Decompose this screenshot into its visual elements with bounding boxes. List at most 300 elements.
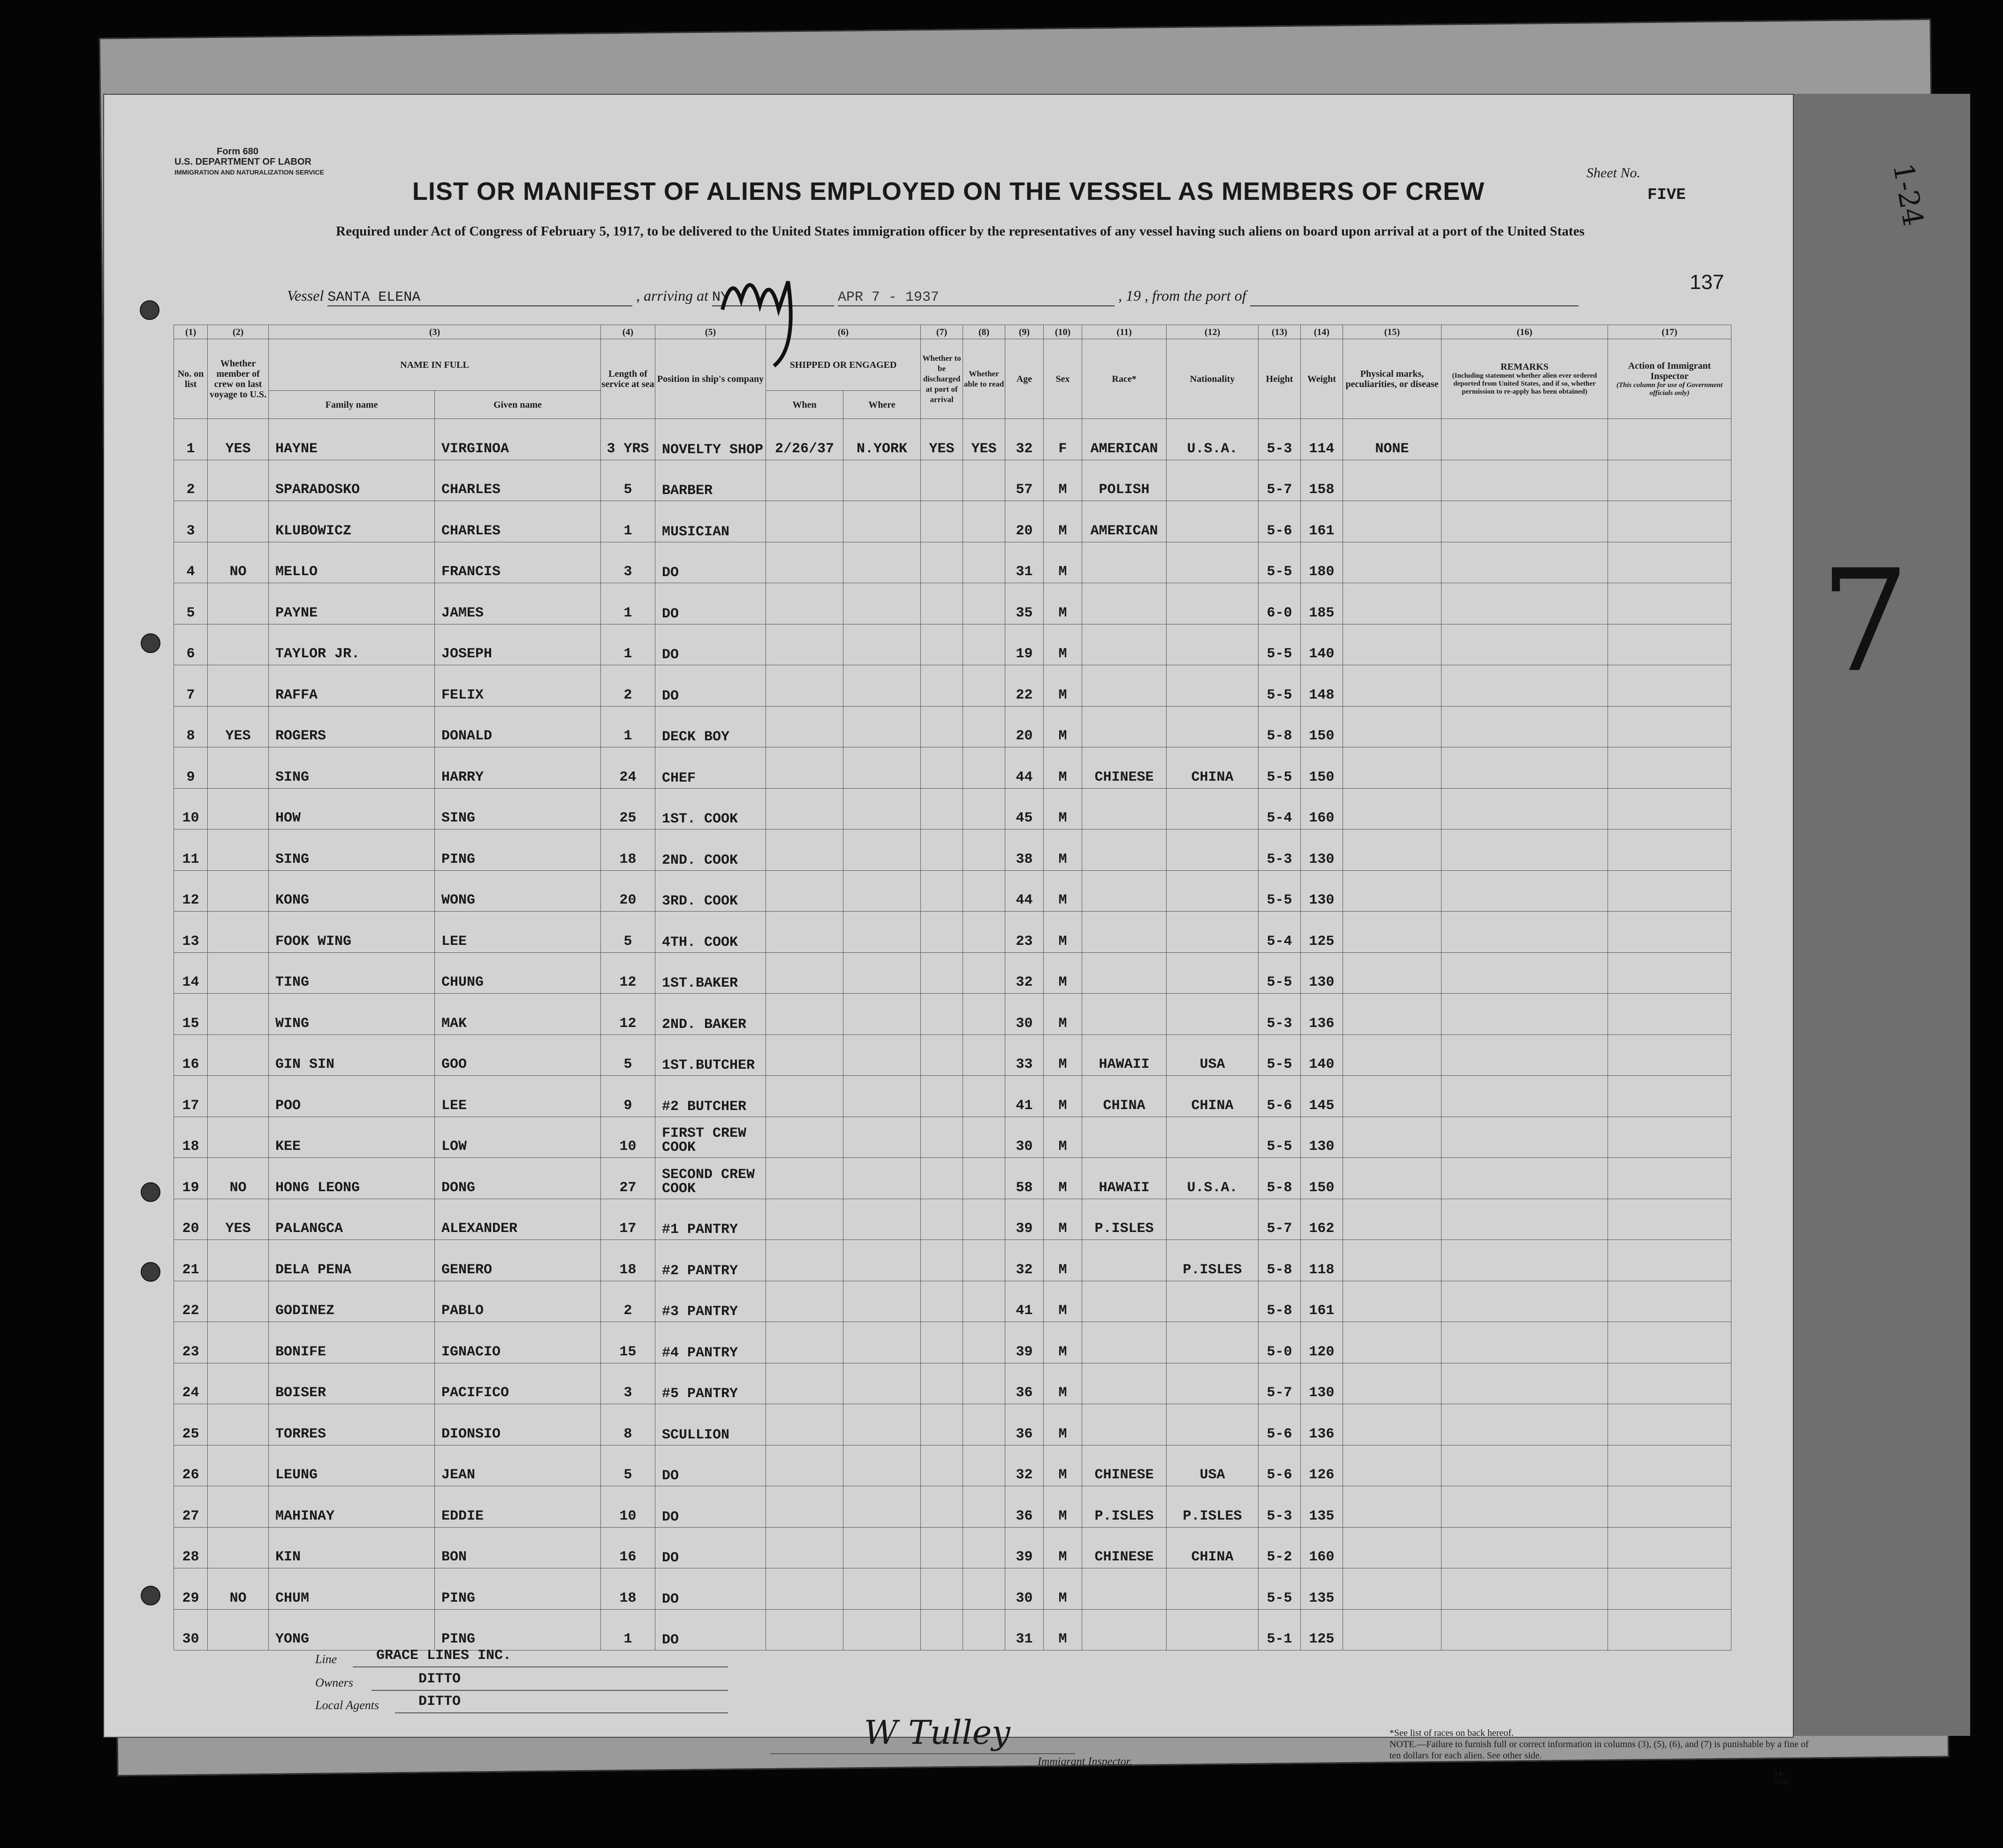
- margin-numeral: 7: [1820, 540, 1910, 703]
- position-cell: #4 PANTRY: [655, 1322, 766, 1363]
- age-cell: 19: [1005, 624, 1044, 665]
- sex-cell: M: [1044, 747, 1082, 789]
- weight-cell: 140: [1301, 1034, 1343, 1076]
- age-cell: 23: [1005, 912, 1044, 953]
- form-number: Form 680: [217, 146, 258, 157]
- age-cell: 30: [1005, 1117, 1044, 1158]
- shipped-when-cell: [766, 665, 843, 707]
- height-cell: 5-3: [1259, 829, 1301, 871]
- row-number-cell: 20: [174, 1199, 208, 1240]
- height-cell: 5-3: [1259, 1486, 1301, 1528]
- physical-marks-cell: [1343, 1076, 1442, 1117]
- nationality-cell: [1167, 912, 1259, 953]
- age-cell: 32: [1005, 419, 1044, 460]
- nationality-cell: P.ISLES: [1167, 1240, 1259, 1281]
- family-name-cell: WING: [269, 994, 435, 1035]
- discharged-cell: [921, 1158, 963, 1199]
- inspector-action-cell: [1608, 1240, 1731, 1281]
- remarks-cell: [1442, 501, 1608, 542]
- table-row: [174, 994, 1731, 1035]
- able-to-read-cell: [963, 912, 1005, 953]
- position-cell: DO: [655, 1527, 766, 1568]
- weight-cell: 161: [1301, 1281, 1343, 1322]
- sex-cell: M: [1044, 542, 1082, 583]
- inspector-action-cell: [1608, 870, 1731, 912]
- discharged-cell: [921, 460, 963, 501]
- given-name-cell: PABLO: [435, 1281, 601, 1322]
- table-row: [174, 460, 1731, 501]
- length-of-service-cell: 18: [601, 829, 655, 871]
- sex-cell: M: [1044, 1404, 1082, 1445]
- able-to-read-cell: [963, 706, 1005, 747]
- age-cell: 35: [1005, 583, 1044, 624]
- sex-cell: M: [1044, 706, 1082, 747]
- length-of-service-cell: 27: [601, 1158, 655, 1199]
- document-subtitle: Required under Act of Congress of February 5, 1917, to be delivered to the United States immigration officer by the representatives of any vessel having such aliens on board upon arrival at a port of the United States: [336, 224, 1585, 239]
- discharged-cell: [921, 501, 963, 542]
- inspector-action-cell: [1608, 829, 1731, 871]
- given-name-cell: DONG: [435, 1158, 601, 1199]
- race-cell: [1082, 912, 1167, 953]
- physical-marks-cell: [1343, 829, 1442, 871]
- table-row: [174, 542, 1731, 583]
- remarks-note: (Including statement whether alien ever ordered deported from United States, and if so, whether permission to re-apply has been obtained): [1452, 372, 1597, 395]
- nationality-cell: CHINA: [1167, 1527, 1259, 1568]
- remarks-cell: [1442, 706, 1608, 747]
- height-cell: 5-6: [1259, 1076, 1301, 1117]
- shipped-when-cell: [766, 1486, 843, 1528]
- agents-label: Local Agents: [315, 1698, 379, 1712]
- weight-cell: 126: [1301, 1445, 1343, 1486]
- physical-marks-cell: [1343, 665, 1442, 707]
- remarks-cell: [1442, 952, 1608, 994]
- given-name-cell: WONG: [435, 870, 601, 912]
- family-name-cell: SING: [269, 829, 435, 871]
- position-cell: MUSICIAN: [655, 501, 766, 542]
- family-name-cell: MELLO: [269, 542, 435, 583]
- shipped-where-cell: [843, 747, 921, 789]
- physical-marks-cell: [1343, 912, 1442, 953]
- remarks-cell: [1442, 419, 1608, 460]
- family-name-cell: SING: [269, 747, 435, 789]
- given-name-cell: ALEXANDER: [435, 1199, 601, 1240]
- given-name-cell: HARRY: [435, 747, 601, 789]
- previous-voyage-cell: [208, 1281, 269, 1322]
- header-given-name: Given name: [435, 391, 601, 419]
- given-name-cell: LEE: [435, 1076, 601, 1117]
- given-name-cell: BON: [435, 1527, 601, 1568]
- row-number-cell: 2: [174, 460, 208, 501]
- previous-voyage-cell: [208, 1486, 269, 1528]
- family-name-cell: BONIFE: [269, 1322, 435, 1363]
- able-to-read-cell: [963, 583, 1005, 624]
- nationality-cell: [1167, 706, 1259, 747]
- position-cell: DO: [655, 1568, 766, 1610]
- physical-marks-cell: [1343, 460, 1442, 501]
- row-number-cell: 16: [174, 1034, 208, 1076]
- discharged-cell: [921, 624, 963, 665]
- given-name-cell: FELIX: [435, 665, 601, 707]
- family-name-cell: TING: [269, 952, 435, 994]
- able-to-read-cell: [963, 952, 1005, 994]
- weight-cell: 135: [1301, 1568, 1343, 1610]
- sex-cell: M: [1044, 1445, 1082, 1486]
- arriving-label: , arriving at: [636, 287, 708, 304]
- binder-hole: [140, 300, 159, 320]
- age-cell: 30: [1005, 1568, 1044, 1610]
- physical-marks-cell: [1343, 1527, 1442, 1568]
- shipped-where-cell: [843, 542, 921, 583]
- given-name-cell: MAK: [435, 994, 601, 1035]
- physical-marks-cell: [1343, 1404, 1442, 1445]
- sex-cell: M: [1044, 1076, 1082, 1117]
- form-header: [175, 146, 324, 177]
- shipped-when-cell: [766, 1281, 843, 1322]
- shipped-when-cell: [766, 1199, 843, 1240]
- remarks-cell: [1442, 1117, 1608, 1158]
- inspector-action-cell: [1608, 1322, 1731, 1363]
- shipped-where-cell: [843, 501, 921, 542]
- previous-voyage-cell: [208, 870, 269, 912]
- race-cell: [1082, 665, 1167, 707]
- age-cell: 39: [1005, 1199, 1044, 1240]
- col-num-5: (5): [655, 325, 766, 339]
- given-name-cell: CHUNG: [435, 952, 601, 994]
- table-row: [174, 665, 1731, 707]
- position-cell: DO: [655, 1445, 766, 1486]
- nationality-cell: [1167, 829, 1259, 871]
- race-cell: [1082, 1568, 1167, 1610]
- physical-marks-cell: [1343, 1363, 1442, 1404]
- row-number-cell: 30: [174, 1609, 208, 1650]
- race-cell: HAWAII: [1082, 1158, 1167, 1199]
- from-port-value: [1250, 289, 1578, 306]
- discharged-cell: [921, 1363, 963, 1404]
- position-cell: FIRST CREW COOK: [655, 1117, 766, 1158]
- nationality-cell: [1167, 1117, 1259, 1158]
- row-number-cell: 24: [174, 1363, 208, 1404]
- discharged-cell: [921, 1281, 963, 1322]
- able-to-read-cell: [963, 624, 1005, 665]
- table-row: [174, 624, 1731, 665]
- inspector-action-cell: [1608, 583, 1731, 624]
- height-cell: 5-8: [1259, 706, 1301, 747]
- age-cell: 57: [1005, 460, 1044, 501]
- form-service: IMMIGRATION AND NATURALIZATION SERVICE: [175, 168, 324, 176]
- shipped-when-cell: [766, 788, 843, 829]
- shipped-where-cell: [843, 1076, 921, 1117]
- inspector-action-cell: [1608, 542, 1731, 583]
- inspector-action-cell: [1608, 1568, 1731, 1610]
- previous-voyage-cell: [208, 788, 269, 829]
- shipped-when-cell: [766, 1445, 843, 1486]
- nationality-cell: [1167, 1363, 1259, 1404]
- row-number-cell: 19: [174, 1158, 208, 1199]
- length-of-service-cell: 9: [601, 1076, 655, 1117]
- table-row: [174, 747, 1731, 789]
- header-race: Race*: [1082, 339, 1167, 419]
- row-number-cell: 26: [174, 1445, 208, 1486]
- family-name-cell: HONG LEONG: [269, 1158, 435, 1199]
- shipped-where-cell: [843, 665, 921, 707]
- shipped-where-cell: [843, 1527, 921, 1568]
- weight-cell: 160: [1301, 1527, 1343, 1568]
- nationality-cell: CHINA: [1167, 1076, 1259, 1117]
- col-num-13: (13): [1259, 325, 1301, 339]
- sex-cell: M: [1044, 1527, 1082, 1568]
- previous-voyage-cell: YES: [208, 1199, 269, 1240]
- weight-cell: 158: [1301, 460, 1343, 501]
- able-to-read-cell: [963, 1199, 1005, 1240]
- height-cell: 5-7: [1259, 1199, 1301, 1240]
- able-to-read-cell: [963, 665, 1005, 707]
- table-row: [174, 501, 1731, 542]
- remarks-cell: [1442, 624, 1608, 665]
- shipped-where-cell: [843, 1486, 921, 1528]
- length-of-service-cell: 25: [601, 788, 655, 829]
- position-cell: #1 PANTRY: [655, 1199, 766, 1240]
- header-remarks: [1442, 339, 1608, 419]
- height-cell: 5-5: [1259, 952, 1301, 994]
- race-cell: [1082, 1281, 1167, 1322]
- length-of-service-cell: 16: [601, 1527, 655, 1568]
- family-name-cell: LEUNG: [269, 1445, 435, 1486]
- table-row: [174, 870, 1731, 912]
- given-name-cell: VIRGINOA: [435, 419, 601, 460]
- shipped-when-cell: [766, 1240, 843, 1281]
- position-cell: SCULLION: [655, 1404, 766, 1445]
- length-of-service-cell: 5: [601, 1034, 655, 1076]
- inspector-action-cell: [1608, 1404, 1731, 1445]
- length-of-service-cell: 1: [601, 583, 655, 624]
- inspector-action-title: Action of Immigrant Inspector: [1628, 360, 1711, 381]
- discharged-cell: [921, 706, 963, 747]
- nationality-cell: [1167, 1404, 1259, 1445]
- fine-note: NOTE.—Failure to furnish full or correct information in columns (3), (5), (6), and (7) is punishable by a fine of ten dollars for each alien. See other side.: [1389, 1739, 1809, 1761]
- table-row: [174, 912, 1731, 953]
- discharged-cell: [921, 1486, 963, 1528]
- family-name-cell: RAFFA: [269, 665, 435, 707]
- length-of-service-cell: 5: [601, 460, 655, 501]
- previous-voyage-cell: [208, 624, 269, 665]
- length-of-service-cell: 20: [601, 870, 655, 912]
- header-sex: Sex: [1044, 339, 1082, 419]
- weight-cell: 161: [1301, 501, 1343, 542]
- position-cell: #2 BUTCHER: [655, 1076, 766, 1117]
- remarks-cell: [1442, 1404, 1608, 1445]
- physical-marks-cell: [1343, 1445, 1442, 1486]
- table-row: [174, 1568, 1731, 1610]
- inspector-signature: W Tulley: [864, 1713, 1010, 1752]
- given-name-cell: GOO: [435, 1034, 601, 1076]
- sex-cell: M: [1044, 1240, 1082, 1281]
- shipped-where-cell: [843, 1240, 921, 1281]
- previous-voyage-cell: [208, 1527, 269, 1568]
- given-name-cell: JAMES: [435, 583, 601, 624]
- length-of-service-cell: 18: [601, 1240, 655, 1281]
- remarks-cell: [1442, 583, 1608, 624]
- weight-cell: 135: [1301, 1486, 1343, 1528]
- shipped-when-cell: [766, 747, 843, 789]
- vessel-name: SANTA ELENA: [327, 289, 632, 306]
- discharged-cell: [921, 952, 963, 994]
- given-name-cell: JOSEPH: [435, 624, 601, 665]
- row-number-cell: 1: [174, 419, 208, 460]
- previous-voyage-cell: [208, 952, 269, 994]
- table-row: [174, 1076, 1731, 1117]
- age-cell: 32: [1005, 1445, 1044, 1486]
- physical-marks-cell: [1343, 994, 1442, 1035]
- table-row: [174, 419, 1731, 460]
- shipped-where-cell: [843, 1445, 921, 1486]
- age-cell: 36: [1005, 1404, 1044, 1445]
- sex-cell: M: [1044, 583, 1082, 624]
- col-num-10: (10): [1044, 325, 1082, 339]
- header-length-of-service: Length of service at sea: [601, 339, 655, 419]
- remarks-title: REMARKS: [1500, 362, 1549, 372]
- inspector-action-cell: [1608, 952, 1731, 994]
- able-to-read-cell: [963, 1322, 1005, 1363]
- discharged-cell: [921, 747, 963, 789]
- family-name-cell: SPARADOSKO: [269, 460, 435, 501]
- manifest-page: [103, 94, 1809, 1786]
- weight-cell: 162: [1301, 1199, 1343, 1240]
- position-cell: 2ND. COOK: [655, 829, 766, 871]
- nationality-cell: [1167, 501, 1259, 542]
- nationality-cell: [1167, 870, 1259, 912]
- length-of-service-cell: 3: [601, 1363, 655, 1404]
- position-cell: 3RD. COOK: [655, 870, 766, 912]
- col-num-7: (7): [921, 325, 963, 339]
- able-to-read-cell: [963, 1158, 1005, 1199]
- row-number-cell: 21: [174, 1240, 208, 1281]
- position-cell: 2ND. BAKER: [655, 994, 766, 1035]
- family-name-cell: PAYNE: [269, 583, 435, 624]
- age-cell: 38: [1005, 829, 1044, 871]
- physical-marks-cell: [1343, 1034, 1442, 1076]
- age-cell: 41: [1005, 1281, 1044, 1322]
- remarks-cell: [1442, 994, 1608, 1035]
- row-number-cell: 23: [174, 1322, 208, 1363]
- able-to-read-cell: [963, 1527, 1005, 1568]
- race-cell: [1082, 788, 1167, 829]
- table-row: [174, 1363, 1731, 1404]
- family-name-cell: BOISER: [269, 1363, 435, 1404]
- inspector-action-cell: [1608, 1076, 1731, 1117]
- remarks-cell: [1442, 747, 1608, 789]
- race-cell: [1082, 829, 1167, 871]
- shipped-where-cell: N.YORK: [843, 419, 921, 460]
- shipped-when-cell: 2/26/37: [766, 419, 843, 460]
- position-cell: 1ST.BUTCHER: [655, 1034, 766, 1076]
- header-height: Height: [1259, 339, 1301, 419]
- remarks-cell: [1442, 1527, 1608, 1568]
- age-cell: 20: [1005, 706, 1044, 747]
- table-row: [174, 1527, 1731, 1568]
- given-name-cell: JEAN: [435, 1445, 601, 1486]
- binder-hole: [141, 1182, 160, 1202]
- header-when: When: [766, 391, 843, 419]
- length-of-service-cell: 1: [601, 501, 655, 542]
- header-age: Age: [1005, 339, 1044, 419]
- remarks-cell: [1442, 1445, 1608, 1486]
- sex-cell: M: [1044, 952, 1082, 994]
- shipped-when-cell: [766, 542, 843, 583]
- header-discharged: Whether to be discharged at port of arrival: [921, 339, 963, 419]
- shipped-where-cell: [843, 994, 921, 1035]
- position-cell: DO: [655, 542, 766, 583]
- nationality-cell: [1167, 1281, 1259, 1322]
- age-cell: 22: [1005, 665, 1044, 707]
- able-to-read-cell: [963, 1117, 1005, 1158]
- row-number-cell: 12: [174, 870, 208, 912]
- age-cell: 30: [1005, 994, 1044, 1035]
- physical-marks-cell: [1343, 1158, 1442, 1199]
- height-cell: 5-3: [1259, 994, 1301, 1035]
- inspector-action-cell: [1608, 706, 1731, 747]
- able-to-read-cell: [963, 1568, 1005, 1610]
- remarks-cell: [1442, 1240, 1608, 1281]
- sex-cell: M: [1044, 829, 1082, 871]
- weight-cell: 125: [1301, 1609, 1343, 1650]
- weight-cell: 150: [1301, 747, 1343, 789]
- discharged-cell: [921, 1076, 963, 1117]
- table-row: [174, 1445, 1731, 1486]
- previous-voyage-cell: [208, 1076, 269, 1117]
- line-underline: [353, 1666, 728, 1667]
- physical-marks-cell: [1343, 952, 1442, 994]
- remarks-cell: [1442, 1281, 1608, 1322]
- inspector-label: Immigrant Inspector.: [1038, 1756, 1132, 1768]
- able-to-read-cell: [963, 1445, 1005, 1486]
- row-number-cell: 7: [174, 665, 208, 707]
- height-cell: 5-7: [1259, 1363, 1301, 1404]
- previous-voyage-cell: [208, 747, 269, 789]
- inspector-action-cell: [1608, 1363, 1731, 1404]
- weight-cell: 140: [1301, 624, 1343, 665]
- weight-cell: 136: [1301, 994, 1343, 1035]
- nationality-cell: P.ISLES: [1167, 1486, 1259, 1528]
- previous-voyage-cell: [208, 583, 269, 624]
- col-num-16: (16): [1442, 325, 1608, 339]
- table-row: [174, 1404, 1731, 1445]
- height-cell: 5-5: [1259, 665, 1301, 707]
- given-name-cell: LEE: [435, 912, 601, 953]
- discharged-cell: [921, 665, 963, 707]
- age-cell: 41: [1005, 1076, 1044, 1117]
- family-name-cell: KLUBOWICZ: [269, 501, 435, 542]
- discharged-cell: [921, 1445, 963, 1486]
- margin-note: 1-24: [1886, 160, 1930, 229]
- row-number-cell: 14: [174, 952, 208, 994]
- discharged-cell: [921, 583, 963, 624]
- line-label: Line: [315, 1652, 337, 1666]
- length-of-service-cell: 12: [601, 952, 655, 994]
- able-to-read-cell: [963, 1404, 1005, 1445]
- able-to-read-cell: [963, 501, 1005, 542]
- height-cell: 5-1: [1259, 1609, 1301, 1650]
- header-name-in-full: NAME IN FULL: [269, 339, 601, 391]
- able-to-read-cell: [963, 1363, 1005, 1404]
- weight-cell: 114: [1301, 419, 1343, 460]
- row-number-cell: 25: [174, 1404, 208, 1445]
- race-cell: AMERICAN: [1082, 419, 1167, 460]
- height-cell: 5-6: [1259, 1404, 1301, 1445]
- able-to-read-cell: [963, 1034, 1005, 1076]
- row-number-cell: 5: [174, 583, 208, 624]
- age-cell: 32: [1005, 952, 1044, 994]
- nationality-cell: CHINA: [1167, 747, 1259, 789]
